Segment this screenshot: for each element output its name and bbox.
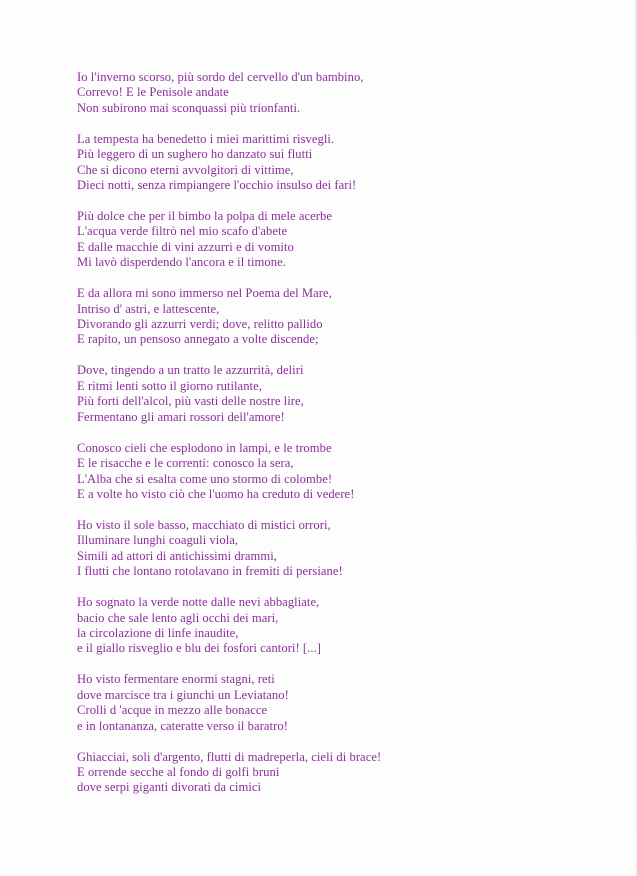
poem-line: E dalle macchie di vini azzurri e di vomito — [77, 239, 294, 254]
stanza — [77, 132, 617, 194]
poem-line: E a volte ho visto ciò che l'uomo ha creduto di vedere! — [77, 486, 355, 501]
poem-line: La tempesta ha benedetto i miei marittimi risvegli. — [77, 131, 335, 146]
stanza — [77, 672, 617, 734]
poem-line: Simili ad attori di antichissimi drammi, — [77, 548, 277, 563]
stanza — [77, 286, 617, 348]
stanza — [77, 518, 617, 580]
poem-line: bacio che sale lento agli occhi dei mari, — [77, 610, 279, 625]
poem-line: Fermentano gli amari rossori dell'amore! — [77, 409, 285, 424]
stanza — [77, 209, 617, 271]
poem-line: L'acqua verde filtrò nel mio scafo d'abete — [77, 224, 288, 239]
poem-line: dove marcisce tra i giunchi un Leviatano! — [77, 687, 289, 702]
poem-line: E orrende secche al fondo di golfi bruni — [77, 764, 280, 779]
stanza — [77, 750, 617, 796]
poem-line: Crolli d 'acque in mezzo alle bonacce — [77, 703, 268, 718]
poem-line: la circolazione di linfe inaudite, — [77, 625, 239, 640]
poem-line: Che si dicono eterni avvolgitori di vittime, — [77, 162, 294, 177]
poem-line: Correvo! E le Penisole andate — [77, 85, 229, 100]
poem-line: E le risacche e le correnti: conosco la sera, — [77, 456, 294, 471]
poem-line: Dieci notti, senza rimpiangere l'occhio insulso dei fari! — [77, 178, 357, 193]
poem-line: E rapito, un pensoso annegato a volte discende; — [77, 332, 319, 347]
poem-line: Più forti dell'alcol, più vasti delle nostre lire, — [77, 394, 304, 409]
poem-line: e il giallo risveglio e blu dei fosfori cantori! [...] — [77, 641, 322, 656]
poem-line: Ho sognato la verde notte dalle nevi abbagliate, — [77, 595, 320, 610]
poem-line: Non subirono mai sconquassi più trionfanti. — [77, 100, 301, 115]
poem-line: Dove, tingendo a un tratto le azzurrità, deliri — [77, 363, 304, 378]
poem-line: Ho visto fermentare enormi stagni, reti — [77, 672, 275, 687]
poem-line: E ritmi lenti sotto il giorno rutilante, — [77, 378, 262, 393]
poem-line: Ghiacciai, soli d'argento, flutti di madreperla, cieli di brace! — [77, 749, 382, 764]
poem-line: L'Alba che si esalta come uno stormo di colombe! — [77, 471, 333, 486]
poem-line: Conosco cieli che esplodono in lampi, e le trombe — [77, 440, 332, 455]
poem-line: Io l'inverno scorso, più sordo del cervello d'un bambino, — [77, 70, 364, 84]
poem-line: Divorando gli azzurri verdi; dove, relitto pallido — [77, 317, 323, 332]
poem-line: Ho visto il sole basso, macchiato di mistici orrori, — [77, 517, 331, 532]
poem-line: Più leggero di un sughero ho danzato sui flutti — [77, 147, 313, 162]
poem-text — [77, 70, 617, 811]
poem-line: Illuminare lunghi coaguli viola, — [77, 533, 239, 548]
stanza — [77, 441, 617, 503]
stanza — [77, 363, 617, 425]
poem-line: I flutti che lontano rotolavano in fremiti di persiane! — [77, 564, 343, 579]
stanza — [77, 595, 617, 657]
poem-line: dove serpi giganti divorati da cimici — [77, 780, 262, 795]
stanza — [77, 70, 617, 116]
poem-line: Intriso d' astri, e lattescente, — [77, 301, 220, 316]
poem-line: e in lontananza, cateratte verso il baratro! — [77, 718, 288, 733]
poem-line: E da allora mi sono immerso nel Poema del Mare, — [77, 286, 332, 301]
poem-line: Più dolce che per il bimbo la polpa di mele acerbe — [77, 209, 332, 224]
poem-line: Mi lavò disperdendo l'ancora e il timone. — [77, 255, 286, 270]
